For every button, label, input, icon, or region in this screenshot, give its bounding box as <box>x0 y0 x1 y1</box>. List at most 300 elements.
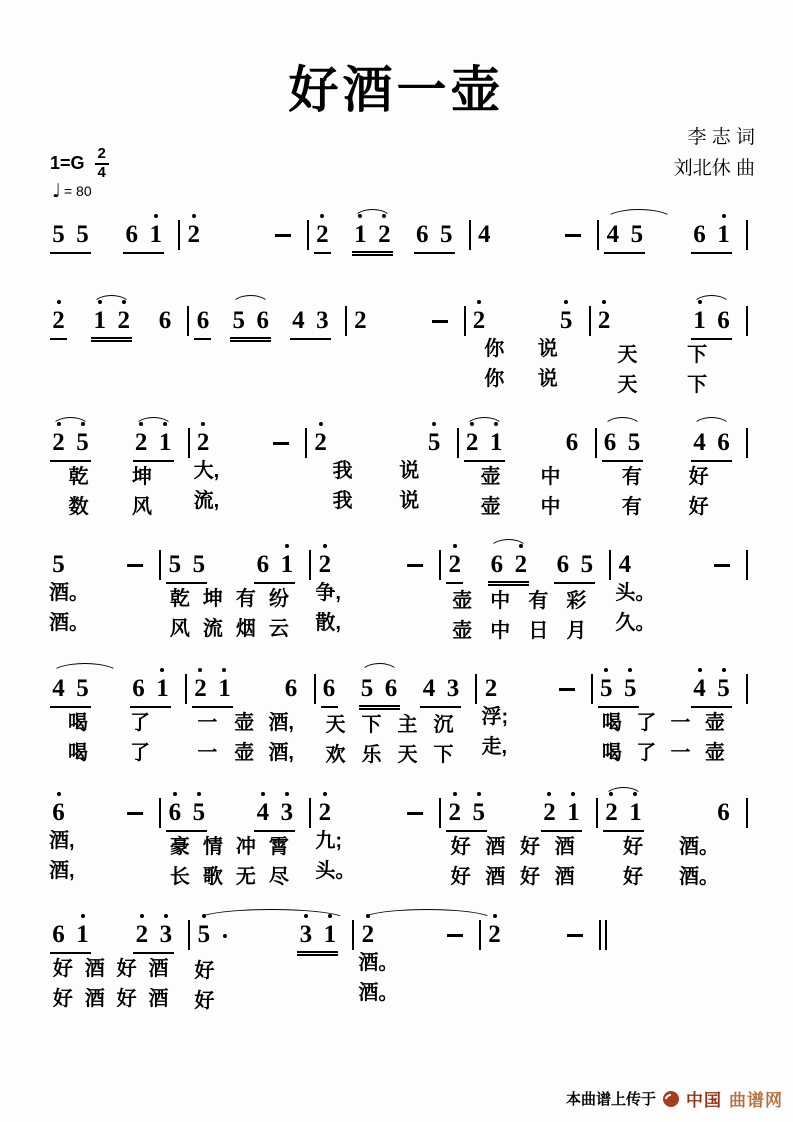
notes-row <box>471 200 598 248</box>
system-line-7 <box>45 900 607 1016</box>
note <box>52 800 65 826</box>
octave-dot <box>319 422 323 426</box>
note-digit: 6 <box>556 551 570 578</box>
lyrics-verse-2 <box>593 738 746 768</box>
note-digit: 5 <box>192 551 206 578</box>
lyrics-verse-2 <box>354 978 479 1008</box>
system-row <box>45 530 748 646</box>
note <box>323 922 336 948</box>
note-digit: 5 <box>717 675 730 702</box>
note-digit: 6 <box>490 551 504 578</box>
note-digit: 2 <box>472 307 486 334</box>
note <box>52 552 65 578</box>
measure <box>316 654 476 770</box>
lyrics-verse-2 <box>45 856 159 886</box>
lyric-syllable: 好 <box>116 988 137 1010</box>
barline <box>746 798 748 828</box>
lyrics-verse-1 <box>45 954 188 984</box>
note-digit: 1 <box>717 221 730 248</box>
note <box>717 676 730 702</box>
sustain-dash <box>407 564 423 567</box>
lyric-syllable: 天 <box>325 714 346 736</box>
lyrics-verse-1 <box>591 340 746 370</box>
lyrics-verse-1 <box>466 334 589 364</box>
note <box>604 430 617 456</box>
lyric-syllable: 一 <box>197 742 218 764</box>
lyric-syllable: 酒。 <box>678 836 719 858</box>
note <box>197 430 210 456</box>
notes-row <box>311 530 439 578</box>
lyric-syllable: 一 <box>670 712 691 734</box>
octave-dot <box>722 214 726 218</box>
lyric-syllable: 酒 <box>148 958 169 980</box>
lyric-syllable: 壶 <box>480 496 501 518</box>
notes-row <box>45 200 178 254</box>
lyric-syllable: 喝 <box>601 742 622 764</box>
note <box>232 308 245 334</box>
octave-dot <box>382 214 386 218</box>
lyrics-verse-2 <box>161 614 309 644</box>
notes-row <box>161 530 309 584</box>
note-group <box>312 430 329 456</box>
note <box>156 676 169 702</box>
note <box>448 552 461 578</box>
note-group <box>426 430 443 456</box>
lyrics-verse-2 <box>45 492 188 522</box>
note-digit: 5 <box>197 921 211 948</box>
lyric-syllable: 壶 <box>234 742 255 764</box>
notes-row <box>45 530 159 578</box>
lyric-syllable: 大, <box>193 460 220 482</box>
sustain-dash <box>127 564 143 567</box>
measure <box>466 286 589 394</box>
lyric-syllable: 中 <box>490 620 511 642</box>
lyrics-verse-2 <box>477 732 590 762</box>
octave-dot <box>432 422 436 426</box>
lyric-syllable: 说 <box>537 338 558 360</box>
lyrics-verse-1 <box>161 584 309 614</box>
lyric-syllable: 下 <box>361 714 382 736</box>
lyrics-verse-2 <box>441 862 596 892</box>
octave-dot <box>163 422 167 426</box>
lyric-syllable: 霄 <box>268 836 289 858</box>
note <box>280 800 293 826</box>
final-barline <box>599 920 607 950</box>
barline <box>746 220 748 250</box>
lyric-syllable: 月 <box>566 620 587 642</box>
note-digit: 6 <box>717 799 730 826</box>
lyrics-verse-2 <box>190 986 352 1016</box>
note <box>606 222 619 248</box>
octave-dot <box>57 300 61 304</box>
notes-row <box>311 778 439 826</box>
note-digit: 5 <box>580 551 594 578</box>
lyric-syllable: 天 <box>617 344 638 366</box>
barline <box>746 428 748 458</box>
lyrics-verse-1 <box>45 826 159 856</box>
lyric-syllable: 好 <box>622 866 643 888</box>
note-digit: 5 <box>232 307 245 334</box>
octave-dot <box>202 914 206 918</box>
measure <box>471 200 598 248</box>
note <box>159 430 172 456</box>
lyric-syllable: 争, <box>315 582 341 604</box>
sustain-dash <box>275 234 291 237</box>
note <box>385 676 398 702</box>
note-group-slurred <box>359 922 376 948</box>
octave-dot <box>628 668 632 672</box>
note-group <box>616 552 633 578</box>
note-group <box>130 676 171 708</box>
measure <box>311 778 439 886</box>
lyric-syllable: 主 <box>397 714 418 736</box>
note-group-slurred <box>603 800 644 832</box>
note <box>52 922 65 948</box>
note-digit: 6 <box>52 921 65 948</box>
note <box>299 922 312 948</box>
note-digit: 6 <box>132 675 145 702</box>
note <box>717 800 730 826</box>
note-group <box>598 676 639 708</box>
note-group <box>712 552 732 567</box>
measure <box>309 200 469 256</box>
note <box>693 430 706 456</box>
note <box>135 922 148 948</box>
lyric-syllable: 好 <box>519 866 540 888</box>
lyrics-verse-1 <box>190 956 352 986</box>
octave-dot <box>698 300 702 304</box>
note-digit: 2 <box>194 675 207 702</box>
measure <box>441 778 596 892</box>
lyrics-verse-2 <box>598 862 746 892</box>
note-group <box>430 308 450 323</box>
composer-credit: 刘北休 曲 <box>673 158 755 180</box>
notes-row <box>45 778 159 826</box>
note-digit: 2 <box>543 799 556 826</box>
note <box>717 222 730 248</box>
note-digit: 3 <box>280 799 294 826</box>
notes-row <box>466 286 589 334</box>
note <box>187 222 200 248</box>
measure <box>597 408 746 522</box>
lyric-syllable: 壶 <box>452 590 473 612</box>
note <box>168 800 181 826</box>
note-digit: 2 <box>196 429 210 456</box>
lyrics-verse-1 <box>316 710 476 740</box>
note <box>256 552 269 578</box>
measure <box>481 900 599 948</box>
note-group <box>195 430 212 456</box>
note <box>316 308 329 334</box>
note <box>52 430 65 456</box>
lyrics-verse-1 <box>307 456 456 486</box>
lyric-syllable: 喝 <box>601 712 622 734</box>
lyric-syllable: 沉 <box>433 714 454 736</box>
lyric-syllable: 酒 <box>84 988 105 1010</box>
lyric-syllable: 烟 <box>235 618 256 640</box>
measure <box>45 200 178 254</box>
note-digit: 2 <box>314 429 327 456</box>
note <box>149 222 162 248</box>
note-digit: 4 <box>292 307 305 334</box>
sustain-dash <box>714 564 730 567</box>
measure <box>187 654 314 768</box>
note-digit: 5 <box>76 221 89 248</box>
note-group-slurred <box>359 676 400 710</box>
note-digit: 1 <box>693 307 706 334</box>
note-group <box>314 222 331 254</box>
note <box>600 676 613 702</box>
lyric-syllable: 情 <box>202 836 223 858</box>
note-group <box>321 676 338 708</box>
octave-dot <box>604 668 608 672</box>
lyric-syllable: 酒, <box>268 742 294 764</box>
note-digit: 5 <box>472 799 485 826</box>
notes-row <box>161 778 309 832</box>
lyric-syllable: 天 <box>397 744 418 766</box>
lyric-syllable: 我 <box>332 460 353 482</box>
measure <box>45 654 185 768</box>
lyric-syllable: 豪 <box>169 836 190 858</box>
note-digit: 5 <box>168 551 182 578</box>
note-digit: 5 <box>52 551 65 578</box>
system-line-6 <box>45 778 748 892</box>
note-group <box>50 308 67 340</box>
note-group-slurred <box>602 430 643 462</box>
note-group-slurred <box>464 430 505 462</box>
measure <box>190 900 352 1016</box>
measure <box>45 286 187 342</box>
octave-dot <box>140 914 144 918</box>
lyric-syllable: 酒, <box>49 830 75 852</box>
lyric-syllable: 酒 <box>84 958 105 980</box>
notes-row <box>481 900 599 948</box>
note <box>378 222 391 248</box>
measure <box>598 778 746 892</box>
lyric-syllable: 坤 <box>132 466 153 488</box>
note <box>605 800 618 826</box>
lyric-syllable: 下 <box>687 374 708 396</box>
note-group <box>715 800 732 826</box>
lyric-syllable: 歌 <box>202 866 223 888</box>
note-group-slurred <box>133 430 174 462</box>
system-line-2 <box>45 286 748 400</box>
note-digit: 1 <box>323 921 337 948</box>
note-digit: 6 <box>384 675 398 702</box>
notes-row <box>593 654 746 708</box>
measure <box>180 200 307 248</box>
watermark-site-name-1: 中国 <box>686 1091 722 1110</box>
lyrics-verse-1 <box>187 708 314 738</box>
note <box>135 430 148 456</box>
octave-dot <box>698 668 702 672</box>
note-digit: 4 <box>422 675 436 702</box>
note <box>125 222 138 248</box>
note <box>52 676 65 702</box>
lyric-syllable: 酒, <box>49 860 75 882</box>
lyrics-verse-1 <box>161 832 309 862</box>
lyric-syllable: 好 <box>450 836 471 858</box>
note <box>194 676 207 702</box>
note-digit: 4 <box>52 675 65 702</box>
note-group <box>133 922 174 954</box>
note <box>630 222 643 248</box>
note <box>280 552 293 578</box>
note-digit: 4 <box>478 221 491 248</box>
notes-row <box>45 408 188 462</box>
octave-dot <box>285 544 289 548</box>
note-group <box>405 552 425 567</box>
note-group <box>352 308 369 334</box>
note-group <box>283 676 300 702</box>
lyric-syllable: 酒 <box>148 988 169 1010</box>
note-digit: 1 <box>93 307 106 334</box>
note-digit: 4 <box>606 221 620 248</box>
quarter-note-icon: ♩ <box>52 180 61 202</box>
lyric-syllable: 乐 <box>361 744 382 766</box>
octave-dot <box>173 792 177 796</box>
lyric-syllable: 了 <box>129 742 150 764</box>
meter-denominator: 4 <box>97 163 106 181</box>
lyric-syllable: 有 <box>621 466 642 488</box>
note-group <box>192 676 233 708</box>
lyric-syllable: 酒。 <box>358 982 399 1004</box>
note <box>256 308 269 334</box>
note <box>580 552 593 578</box>
lyric-syllable: 头。 <box>315 860 356 882</box>
note-digit: 6 <box>717 429 730 456</box>
notes-row <box>599 200 746 254</box>
notes-row <box>459 408 595 462</box>
score <box>45 200 748 1024</box>
lyric-syllable: 好 <box>450 866 471 888</box>
qupu-site-logo-icon <box>663 1091 679 1107</box>
lyric-syllable: 说 <box>399 490 420 512</box>
lyrics-verse-1 <box>311 826 439 856</box>
note-group <box>445 922 465 937</box>
lyric-syllable: 走, <box>481 736 508 758</box>
measure <box>45 900 188 1014</box>
note-digit: 2 <box>361 921 375 948</box>
note-group <box>271 430 291 445</box>
note-digit: 2 <box>484 675 498 702</box>
note <box>566 430 579 456</box>
note-digit: 2 <box>354 307 367 334</box>
note <box>354 308 367 334</box>
note-group-slurred <box>230 308 271 342</box>
note-digit: 6 <box>158 307 172 334</box>
note-digit: 1 <box>354 221 367 248</box>
note <box>76 922 89 948</box>
measure <box>347 286 464 334</box>
notes-row <box>45 900 188 954</box>
note-group <box>482 676 499 702</box>
note-group <box>316 800 333 826</box>
lyrics-verse-2 <box>466 364 589 394</box>
lyric-syllable: 酒 <box>554 866 575 888</box>
lyric-syllable: 好 <box>52 958 73 980</box>
lyrics-verse-1 <box>459 462 595 492</box>
note <box>76 676 89 702</box>
note-digit: 4 <box>693 429 706 456</box>
note-digit: 5 <box>76 429 89 456</box>
octave-dot <box>154 214 158 218</box>
lyric-syllable: 浮; <box>481 706 509 728</box>
note-group <box>273 222 293 237</box>
lyric-syllable: 中 <box>490 590 511 612</box>
song-title: 好酒一壶 <box>288 62 505 118</box>
note-group <box>50 800 67 826</box>
system-line-3 <box>45 408 748 522</box>
note <box>76 430 89 456</box>
lyric-syllable: 坤 <box>202 588 223 610</box>
note <box>717 430 730 456</box>
barline <box>746 306 748 336</box>
note <box>440 222 453 248</box>
lyric-syllable: 好 <box>519 836 540 858</box>
lyric-syllable: 好 <box>622 836 643 858</box>
note-digit: 3 <box>159 921 173 948</box>
note-digit: 2 <box>605 799 618 826</box>
lyrics-verse-1 <box>441 832 596 862</box>
note <box>428 430 441 456</box>
note <box>628 430 641 456</box>
octave-dot <box>320 214 324 218</box>
notes-row <box>307 408 456 456</box>
octave-dot <box>57 422 61 426</box>
note-group <box>420 676 461 708</box>
lyric-syllable: 了 <box>636 712 657 734</box>
lyric-syllable: 你 <box>484 368 505 390</box>
note <box>484 676 497 702</box>
lyric-syllable: 乾 <box>68 466 89 488</box>
note-digit: 5 <box>427 429 441 456</box>
octave-dot <box>358 214 362 218</box>
lyric-syllable: 了 <box>636 742 657 764</box>
note-digit: 5 <box>52 221 65 248</box>
lyric-syllable: 无 <box>235 866 256 888</box>
octave-dot <box>323 544 327 548</box>
lyrics-verse-2 <box>591 370 746 400</box>
lyric-syllable: 流, <box>193 490 220 512</box>
notes-row <box>591 286 746 340</box>
sustain-dash <box>273 442 289 445</box>
measure <box>477 654 590 762</box>
measure <box>593 654 746 768</box>
note-group <box>564 430 581 456</box>
lyric-syllable: 了 <box>129 712 150 734</box>
lyrics-verse-1 <box>354 948 479 978</box>
lyric-syllable: 欢 <box>325 744 346 766</box>
note-digit: 6 <box>256 551 270 578</box>
note-digit: 6 <box>693 221 706 248</box>
note-group <box>446 800 487 832</box>
note-group-slurred <box>50 430 91 462</box>
note-group <box>563 222 583 237</box>
note-group <box>125 800 145 815</box>
lyrics-verse-1 <box>611 578 746 608</box>
note <box>218 676 231 702</box>
lyric-syllable: 壶 <box>704 712 725 734</box>
lyric-syllable: 日 <box>528 620 549 642</box>
lyrics-verse-2 <box>187 738 314 768</box>
note-group <box>558 308 575 334</box>
note <box>490 552 503 578</box>
note-group <box>476 222 493 248</box>
note-group-slurred <box>195 922 229 948</box>
note-group <box>316 552 333 578</box>
octave-dot <box>197 792 201 796</box>
